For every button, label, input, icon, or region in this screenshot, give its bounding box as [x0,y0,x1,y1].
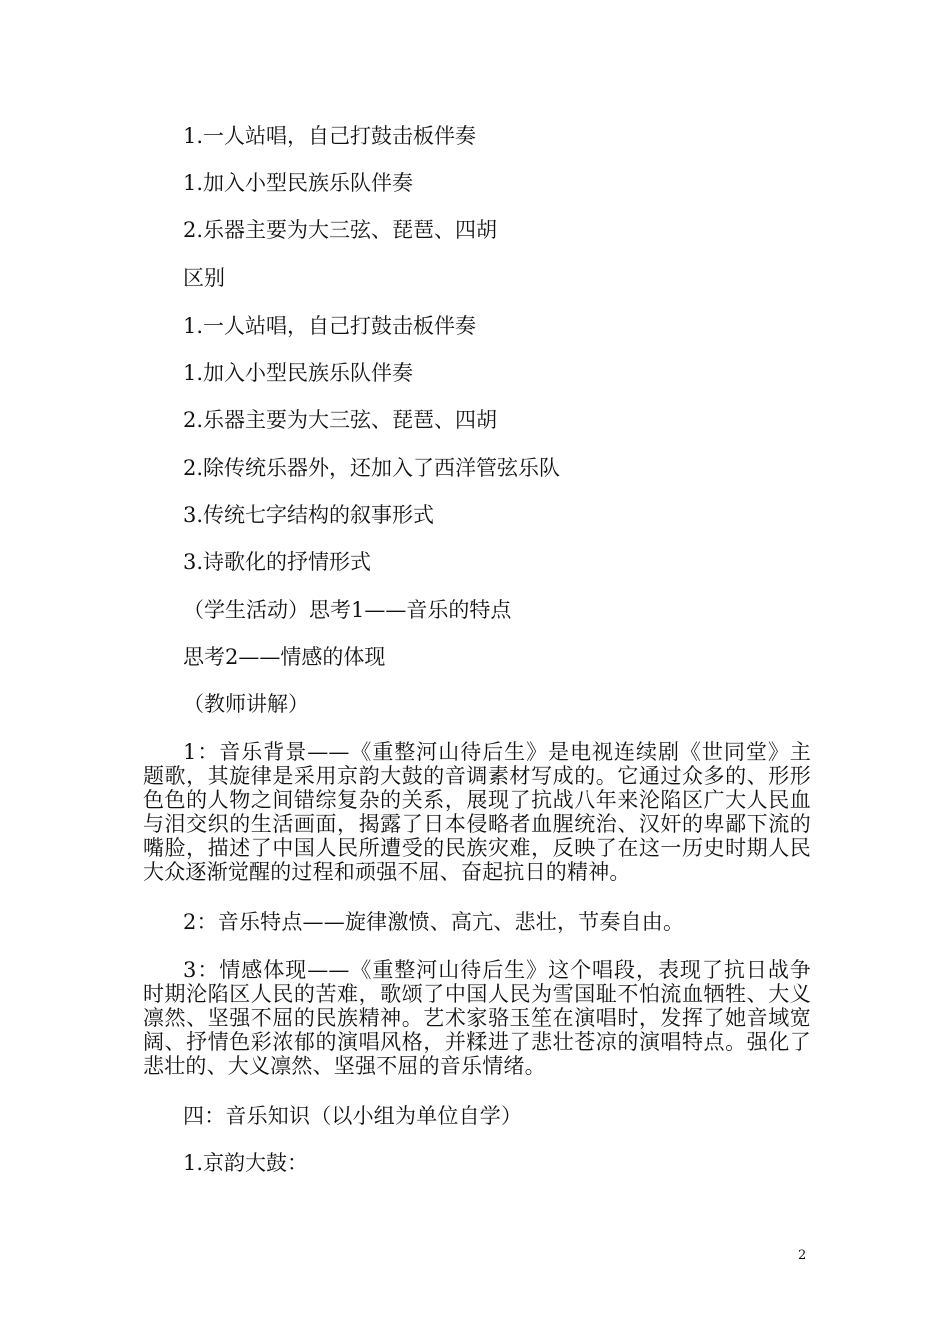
text-line: （教师讲解） [183,692,309,716]
text-line: 1.加入小型民族乐队伴奏 [183,361,414,385]
text-line: 2.除传统乐器外，还加入了西洋管弦乐队 [183,456,561,480]
text-line: 3.诗歌化的抒情形式 [183,550,372,574]
text-line: 2.乐器主要为大三弦、琵琶、四胡 [183,218,498,242]
text-line: 思考2——情感的体现 [183,645,386,669]
section-heading-music-knowledge: 四：音乐知识（以小组为单位自学） [183,1104,523,1128]
paragraph-music-background: 1：音乐背景——《重整河山待后生》是电视连续剧《世同堂》主题歌，其旋律是采用京韵大鼓的音调素材写成的。它通过众多的、形形色色的人物之间错综复杂的关系，展现了抗战八年来沦陷区广大人民血与泪交织的生活画面，揭露了日本侵略者血腥统治、汉奸的卑鄙下流的嘴脸，描述了中国人民所遭受的民族灾难，反映了在这一历史时期人民大众逐渐觉醒的过程和顽强不屈、奋起抗日的精神。 [143,740,811,884]
paragraph-music-features: 2：音乐特点——旋律激愤、高亢、悲壮，节奏自由。 [183,910,685,934]
text-line: 3.传统七字结构的叙事形式 [183,503,435,527]
text-line: 2.乐器主要为大三弦、琵琶、四胡 [183,408,498,432]
paragraph-emotion: 3：情感体现——《重整河山待后生》这个唱段，表现了抗日战争时期沦陷区人民的苦难，歌颂了中国人民为雪国耻不怕流血牺牲、大义凛然、坚强不屈的民族精神。艺术家骆玉笙在演唱时，发挥了她音域宽阔、抒情色彩浓郁的演唱风格，并糅进了悲壮苍凉的演唱特点。强化了悲壮的、大义凛然、坚强不屈的音乐情绪。 [143,958,811,1078]
text-line: 1.一人站唱，自己打鼓击板伴奏 [183,314,477,338]
page-number: 2 [798,1248,807,1263]
text-line: 1.京韵大鼓： [183,1151,309,1175]
text-line: 1.加入小型民族乐队伴奏 [183,171,414,195]
text-line: （学生活动）思考1——音乐的特点 [183,598,512,622]
text-line: 1.一人站唱，自己打鼓击板伴奏 [183,124,477,148]
section-heading: 区别 [183,266,225,290]
